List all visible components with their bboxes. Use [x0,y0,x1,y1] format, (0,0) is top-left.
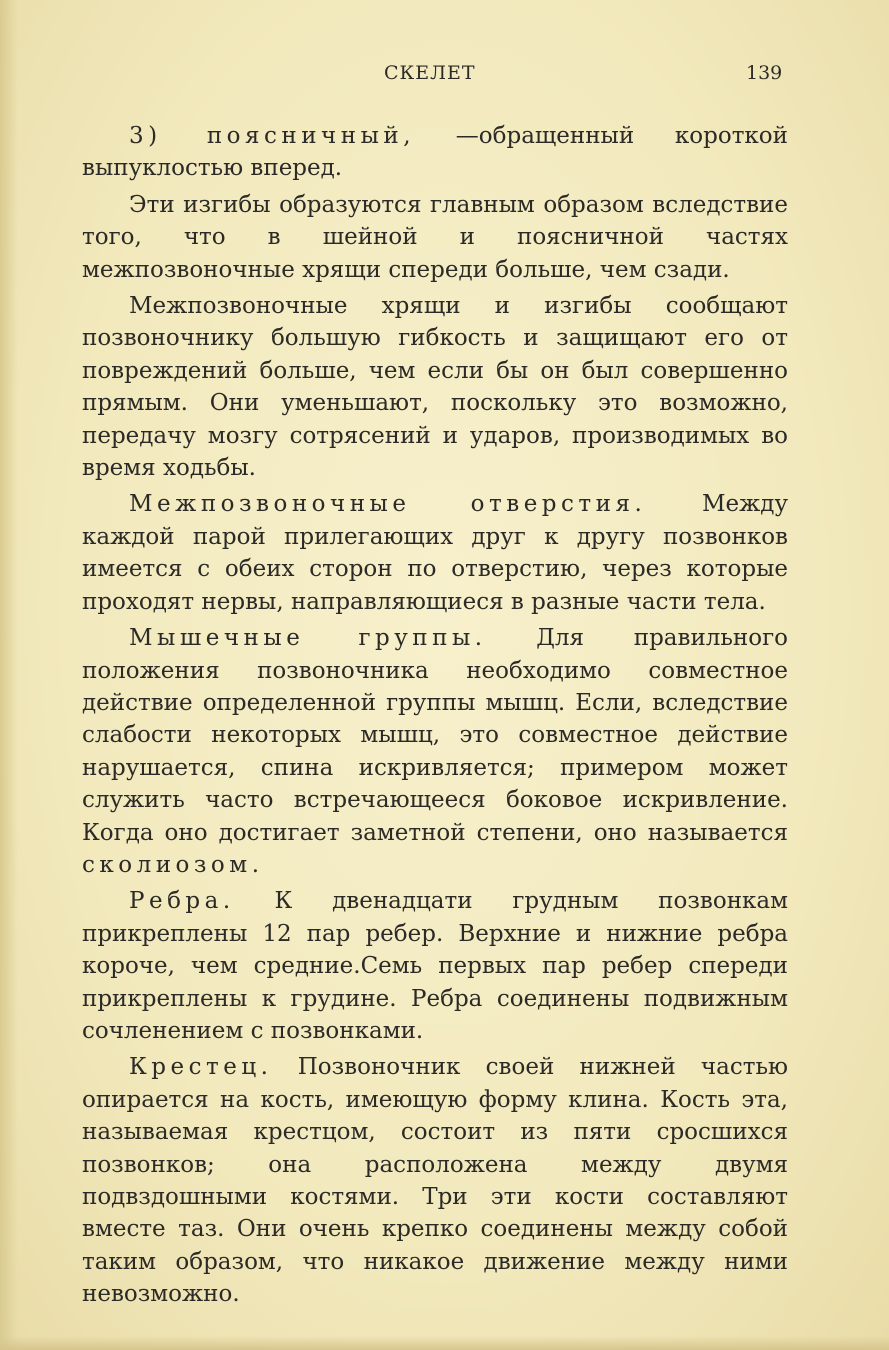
page-header [0,60,889,90]
paragraph-text: Межпозвоночные хрящи и изгибы сообщают позвоночнику большую гибкость и защищают его от повреждений больше, чем если бы он был совершенно прямым. Они уменьшают, поскольку это возможно, передачу мозгу сотрясений и ударов, производимых во время ходьбы. [82,293,788,482]
paragraph-lumbar [82,120,788,185]
paragraph-text: Для правильного положения позвоночника необходимо совместное действие определенной группы мышц. Если, вследствие слабости некоторых мышц, это совместное действие нарушается, спина искривляется; примером может служить часто встречающееся боковое искривление. Когда оно достигает заметной степени, оно называется [82,625,788,846]
page-number: 139 [746,62,783,84]
paragraph-text: Эти изгибы образуются главным образом вследствие того, что в шейной и поясничной частях межпозвоночные хрящи спереди больше, чем сзади. [82,191,788,283]
body-text [82,120,788,1315]
paragraph-sacrum [82,1051,788,1310]
paragraph-text: —обращенный короткой выпуклостью вперед. [82,123,788,182]
paragraph-lead: Межпозвоночные отверстия. [129,491,647,518]
scoliosis-term: сколиозом [82,851,252,878]
paragraph-lead: 3) поясничный, [129,123,416,149]
page-bottom-shadow [0,1336,889,1350]
paragraph-ribs [82,885,788,1047]
paragraph-text: Позвоночник своей нижней частью опирается на кость, имеющую форму клина. Кость эта, называемая крестцом, состоит из пяти сросшихся позвонков; она расположена между двумя подвздошными костями. Три эти кости составляют вместе таз. Они очень крепко соединены между собой таким образом, что никакое движение между ними невозможно. [82,1054,788,1308]
page-edge-shadow [0,0,18,1350]
paragraph-lead: Мышечные группы. [129,625,487,652]
paragraph-flexibility [82,290,788,484]
paragraph-curves [82,189,788,286]
paragraph-text: Между каждой парой прилегающих друг к другу позвонков имеется с обеих сторон по отверстию, через которые проходят нервы, направляющиеся в разные части тела. [82,491,788,615]
paragraph-lead: Ребра. [129,888,235,915]
paragraph-muscle-groups [82,622,788,881]
paragraph-text: К двенадцати грудным позвонкам прикреплены 12 пар ребер. Верхние и нижние ребра короче, чем средние.Семь первых пар ребер спереди прикреплены к грудине. Ребра соединены подвижным сочленением с позвонками. [82,888,788,1044]
paragraph-end: . [251,851,259,878]
running-title: СКЕЛЕТ [384,62,476,84]
paragraph-foramina [82,488,788,618]
paragraph-lead: Крестец. [129,1054,273,1081]
